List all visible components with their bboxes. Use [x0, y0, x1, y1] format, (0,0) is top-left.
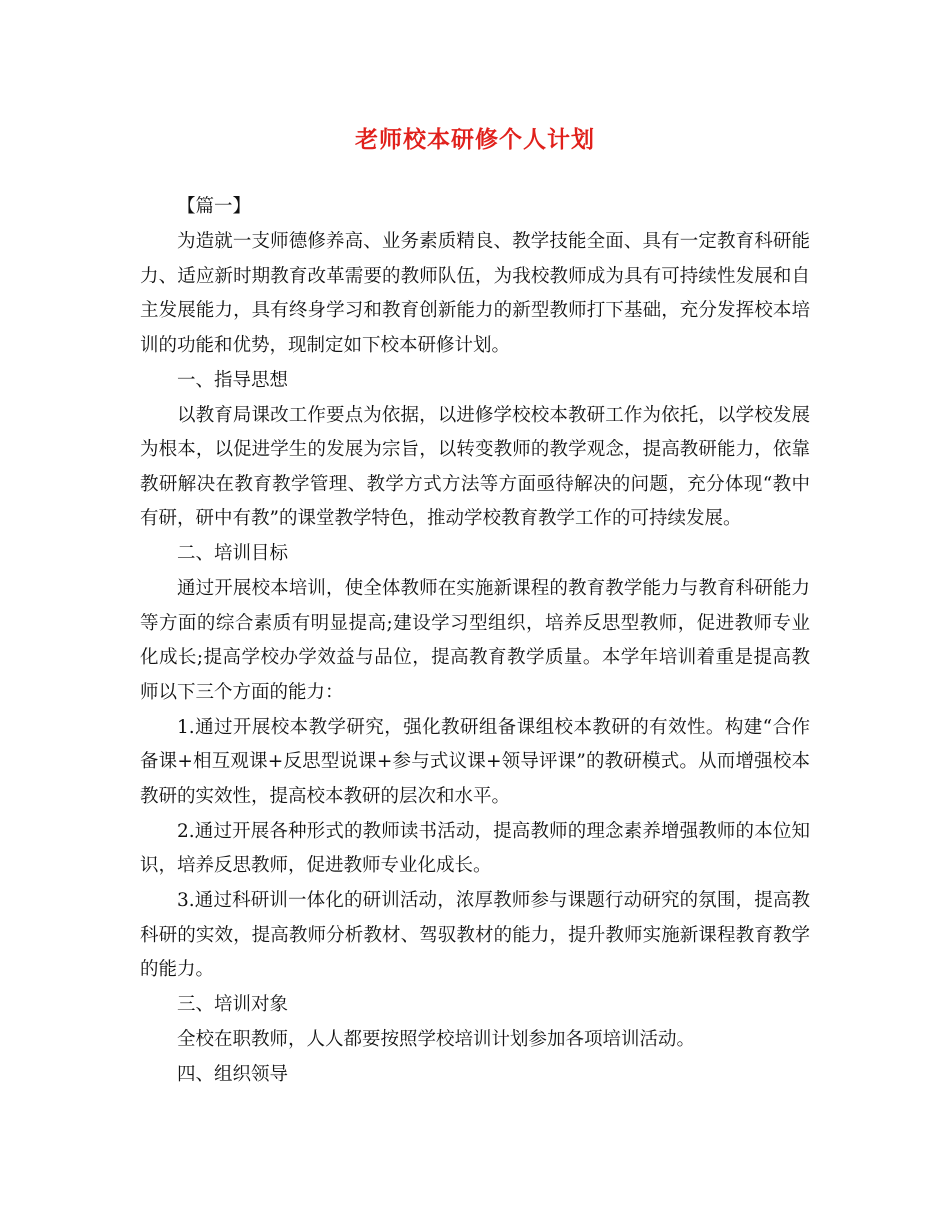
section-heading: 一、指导思想: [177, 369, 289, 391]
training-goals-paragraph: 通过开展校本培训，使全体教师在实施新课程的教育教学能力与教育科研能力等方面的综合素质有明显提高;建设学习型组织，培养反思型教师，促进教师专业化成长;提高学校办学效益与品位，提高教育教学质量。本学年培训着重是提高教师以下三个方面的能力：: [140, 578, 810, 703]
section-heading: 二、培训目标: [177, 543, 289, 564]
guiding-ideology-paragraph: 以教育局课改工作要点为依据，以进修学校校本教研工作为依托，以学校发展为根本，以促进学生的发展为宗旨，以转变教师的教学观念，提高教研能力，依靠教研解决在教育教学管理、教学方式方法等方面亟待解决的问题，充分体现“教中有研，研中有教”的课堂教学特色，推动学校教育教学工作的可持续发展。: [140, 404, 810, 529]
intro-paragraph: 为造就一支师德修养高、业务素质精良、教学技能全面、具有一定教育科研能力、适应新时期教育改革需要的教师队伍，为我校教师成为具有可持续性发展和自主发展能力，具有终身学习和教育创新能力的新型教师打下基础，充分发挥校本培训的功能和优势，现制定如下校本研修计划。: [140, 231, 810, 356]
document-body: [140, 190, 810, 1093]
goal-item: 3.通过科研训一体化的研训活动，浓厚教师参与课题行动研究的氛围，提高教科研的实效，提高教师分析教材、驾驭教材的能力，提升教师实施新课程教育教学的能力。: [140, 890, 810, 980]
training-target-paragraph: 全校在职教师，人人都要按照学校培训计划参加各项培训活动。: [177, 1029, 696, 1050]
page-title: 老师校本研修个人计划: [355, 126, 595, 153]
section-heading: 四、组织领导: [177, 1064, 289, 1085]
goal-item: 2.通过开展各种形式的教师读书活动，提高教师的理念素养增强教师的本位知识，培养反思教师，促进教师专业化成长。: [140, 820, 810, 876]
section-heading: 三、培训对象: [177, 994, 289, 1015]
section-label: 【篇一】: [177, 196, 252, 217]
goal-item: 1.通过开展校本教学研究，强化教研组备课组校本教研的有效性。构建“合作备课+相互观课+反思型说课+参与式议课+领导评课”的教研模式。从而增强校本教研的实效性，提高校本教研的层次和水平。: [140, 716, 810, 807]
